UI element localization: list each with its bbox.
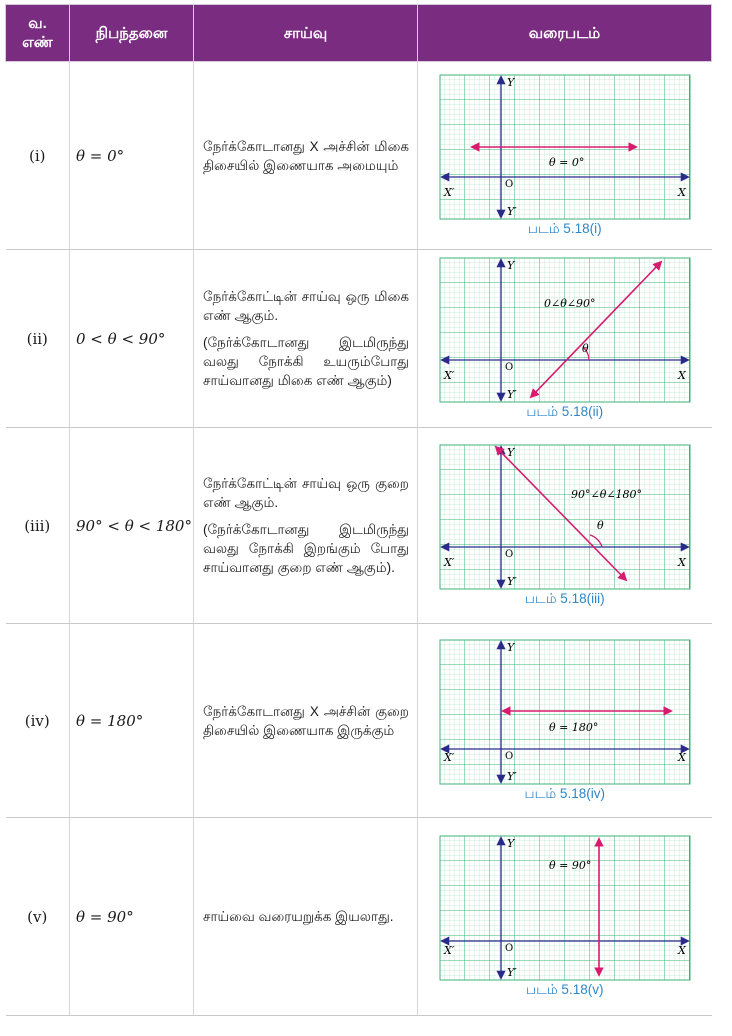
serial-number: (ii) bbox=[6, 250, 70, 428]
header-sno bbox=[6, 5, 70, 62]
x-neg-label: X′ bbox=[443, 751, 455, 764]
header-slope: சாய்வு bbox=[194, 5, 418, 62]
y-neg-label: Y′ bbox=[506, 388, 517, 401]
x-neg-label: X′ bbox=[443, 186, 455, 199]
figure-caption: படம் 5.18(i) bbox=[527, 221, 602, 236]
condition: 90° < θ < 180° bbox=[70, 428, 194, 624]
x-neg-label: X′ bbox=[443, 369, 455, 382]
graph-cell bbox=[418, 250, 712, 428]
graph-label: 0∠θ∠90° bbox=[543, 297, 596, 310]
graph-cell bbox=[418, 62, 712, 250]
figure-caption: படம் 5.18(iii) bbox=[524, 591, 605, 606]
figure-caption: படம் 5.18(iv) bbox=[524, 786, 605, 801]
slope-text: நேர்க்கோடானது X அச்சின் குறை திசையில் இணையாக இருக்கும் bbox=[203, 703, 409, 738]
slope-description bbox=[194, 818, 418, 1016]
graph-figure bbox=[439, 444, 691, 590]
y-label: Y bbox=[506, 76, 515, 89]
serial-number: (i) bbox=[6, 62, 70, 250]
origin-label: O bbox=[504, 943, 513, 954]
graph-cell bbox=[418, 428, 712, 624]
condition: θ = 0° bbox=[70, 62, 194, 250]
origin-label: O bbox=[504, 549, 513, 560]
slope-text: சாய்வை வரையறுக்க இயலாது. bbox=[203, 909, 394, 924]
slope-description bbox=[194, 428, 418, 624]
table-row bbox=[6, 428, 712, 624]
condition: θ = 90° bbox=[70, 818, 194, 1016]
graph-label: 90°∠θ∠180° bbox=[570, 488, 642, 501]
slope-table bbox=[5, 4, 712, 1016]
graph-figure bbox=[439, 639, 691, 785]
graph-cell bbox=[418, 624, 712, 818]
serial-number: (iv) bbox=[6, 624, 70, 818]
slope-text: நேர்க்கோட்டின் சாய்வு ஒரு குறை எண் ஆகும். bbox=[203, 476, 409, 510]
serial-number: (v) bbox=[6, 818, 70, 1016]
y-neg-label: Y′ bbox=[506, 575, 517, 588]
graph-figure bbox=[439, 257, 691, 403]
x-label: X bbox=[677, 556, 686, 569]
header-graph: வரைபடம் bbox=[418, 5, 712, 62]
figure-caption: படம் 5.18(v) bbox=[526, 982, 604, 997]
x-label: X bbox=[677, 751, 686, 764]
graph-label: θ = 90° bbox=[548, 859, 592, 872]
header-condition: நிபந்தனை bbox=[70, 5, 194, 62]
slope-text: நேர்க்கோட்டின் சாய்வு ஒரு மிகை எண் ஆகும். bbox=[203, 289, 409, 323]
figure-caption: படம் 5.18(ii) bbox=[526, 404, 604, 419]
condition: θ = 180° bbox=[70, 624, 194, 818]
x-label: X bbox=[677, 369, 686, 382]
serial-number: (iii) bbox=[6, 428, 70, 624]
y-label: Y bbox=[506, 641, 515, 654]
slope-description bbox=[194, 62, 418, 250]
graph-label: θ = 0° bbox=[548, 156, 585, 169]
slope-text: (நேர்க்கோடானது இடமிருந்து வலது நோக்கி இறங்கும் போது சாய்வானது குறை எண் ஆகும்). bbox=[203, 522, 409, 575]
graph-label: θ = 180° bbox=[548, 721, 599, 734]
y-label: Y bbox=[506, 446, 515, 459]
header-row bbox=[6, 5, 712, 62]
slope-description bbox=[194, 250, 418, 428]
table-row bbox=[6, 62, 712, 250]
table-row bbox=[6, 624, 712, 818]
x-label: X bbox=[677, 944, 686, 957]
slope-description bbox=[194, 624, 418, 818]
x-label: X bbox=[677, 186, 686, 199]
table-row bbox=[6, 818, 712, 1016]
origin-label: O bbox=[504, 179, 513, 190]
x-neg-label: X′ bbox=[443, 556, 455, 569]
y-label: Y bbox=[506, 837, 515, 850]
x-neg-label: X′ bbox=[443, 944, 455, 957]
slope-text: (நேர்க்கோடானது இடமிருந்து வலது நோக்கி உயரும்போது சாய்வானது மிகை எண் ஆகும்) bbox=[203, 335, 409, 388]
condition: 0 < θ < 90° bbox=[70, 250, 194, 428]
header-sno-line2: எண் bbox=[22, 34, 53, 51]
angle-label: θ bbox=[581, 342, 589, 355]
graph-figure bbox=[439, 74, 691, 220]
y-neg-label: Y′ bbox=[506, 770, 517, 783]
table-row bbox=[6, 250, 712, 428]
header-sno-line1: வ. bbox=[28, 15, 47, 32]
graph-cell bbox=[418, 818, 712, 1016]
origin-label: O bbox=[504, 751, 513, 762]
graph-figure bbox=[439, 835, 691, 981]
angle-label: θ bbox=[596, 519, 604, 532]
y-neg-label: Y′ bbox=[506, 205, 517, 218]
y-label: Y bbox=[506, 259, 515, 272]
slope-text: நேர்க்கோடானது X அச்சின் மிகை திசையில் இணையாக அமையும் bbox=[203, 138, 409, 173]
y-neg-label: Y′ bbox=[506, 966, 517, 979]
origin-label: O bbox=[504, 362, 513, 373]
